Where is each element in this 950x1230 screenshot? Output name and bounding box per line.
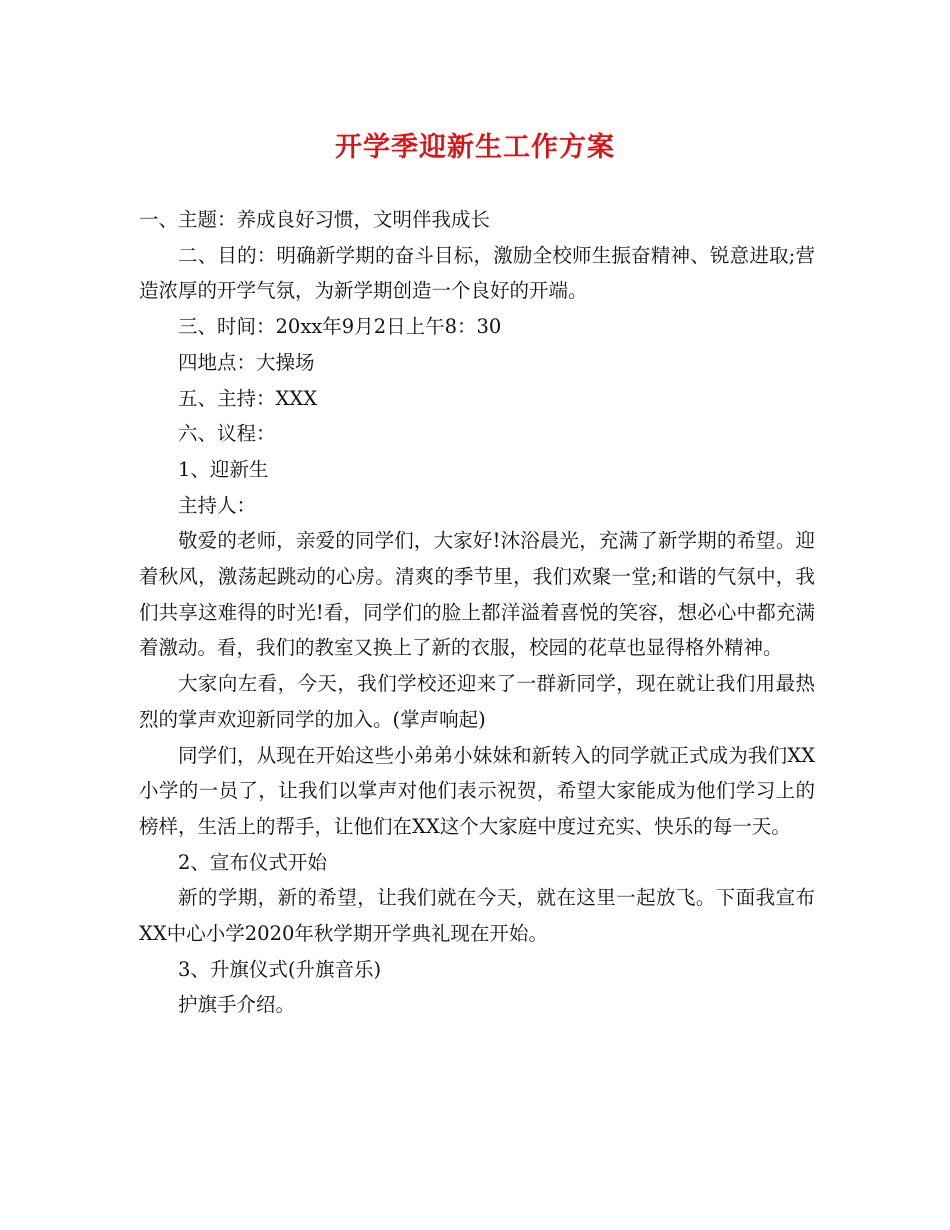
paragraph-congratulation: 同学们，从现在开始这些小弟弟小妹妹和新转入的同学就正式成为我们XX小学的一员了，让我们以掌声对他们表示祝贺，希望大家能成为他们学习上的榜样，生活上的帮手，让他们在XX这个大家庭中度过充实、快乐的每一天。 [139, 743, 815, 838]
paragraph-theme: 一、主题：养成良好习惯，文明伴我成长 [139, 208, 491, 231]
paragraph-purpose: 二、目的：明确新学期的奋斗目标，激励全校师生振奋精神、锐意进取;营造浓厚的开学气氛，为新学期创造一个良好的开端。 [139, 243, 815, 303]
paragraph-agenda-item-2: 2、宣布仪式开始 [178, 850, 327, 874]
paragraph-flag-guard: 护旗手介绍。 [178, 993, 296, 1017]
paragraph-new-students: 大家向左看，今天，我们学校还迎来了一群新同学，现在就让我们用最热烈的掌声欢迎新同学的加入。(掌声响起) [139, 672, 815, 731]
paragraph-host: 五、主持：XXX [178, 386, 318, 410]
paragraph-opening-announcement: 新的学期，新的希望，让我们就在今天，就在这里一起放飞。下面我宣布XX中心小学2020年秋学期开学典礼现在开始。 [139, 886, 815, 946]
paragraph-agenda-item-3: 3、升旗仪式(升旗音乐) [178, 957, 382, 981]
paragraph-agenda: 六、议程： [178, 422, 276, 446]
paragraph-time: 三、时间：20xx年9月2日上午8：30 [178, 315, 502, 339]
paragraph-location: 四地点：大操场 [178, 350, 315, 374]
paragraph-welcome-speech: 敬爱的老师，亲爱的同学们，大家好!沐浴晨光，充满了新学期的希望。迎着秋风，激荡起跳动的心房。清爽的季节里，我们欢聚一堂;和谐的气氛中，我们共享这难得的时光!看，同学们的脸上都洋溢着喜悦的笑容，想必心中都充满着激动。看，我们的教室又换上了新的衣服，校园的花草也显得格外精神。 [139, 529, 815, 660]
paragraph-agenda-item-1: 1、迎新生 [178, 457, 269, 481]
document-title: 开学季迎新生工作方案 [335, 132, 615, 163]
paragraph-host-label: 主持人： [178, 493, 257, 517]
document-body [139, 202, 815, 1023]
